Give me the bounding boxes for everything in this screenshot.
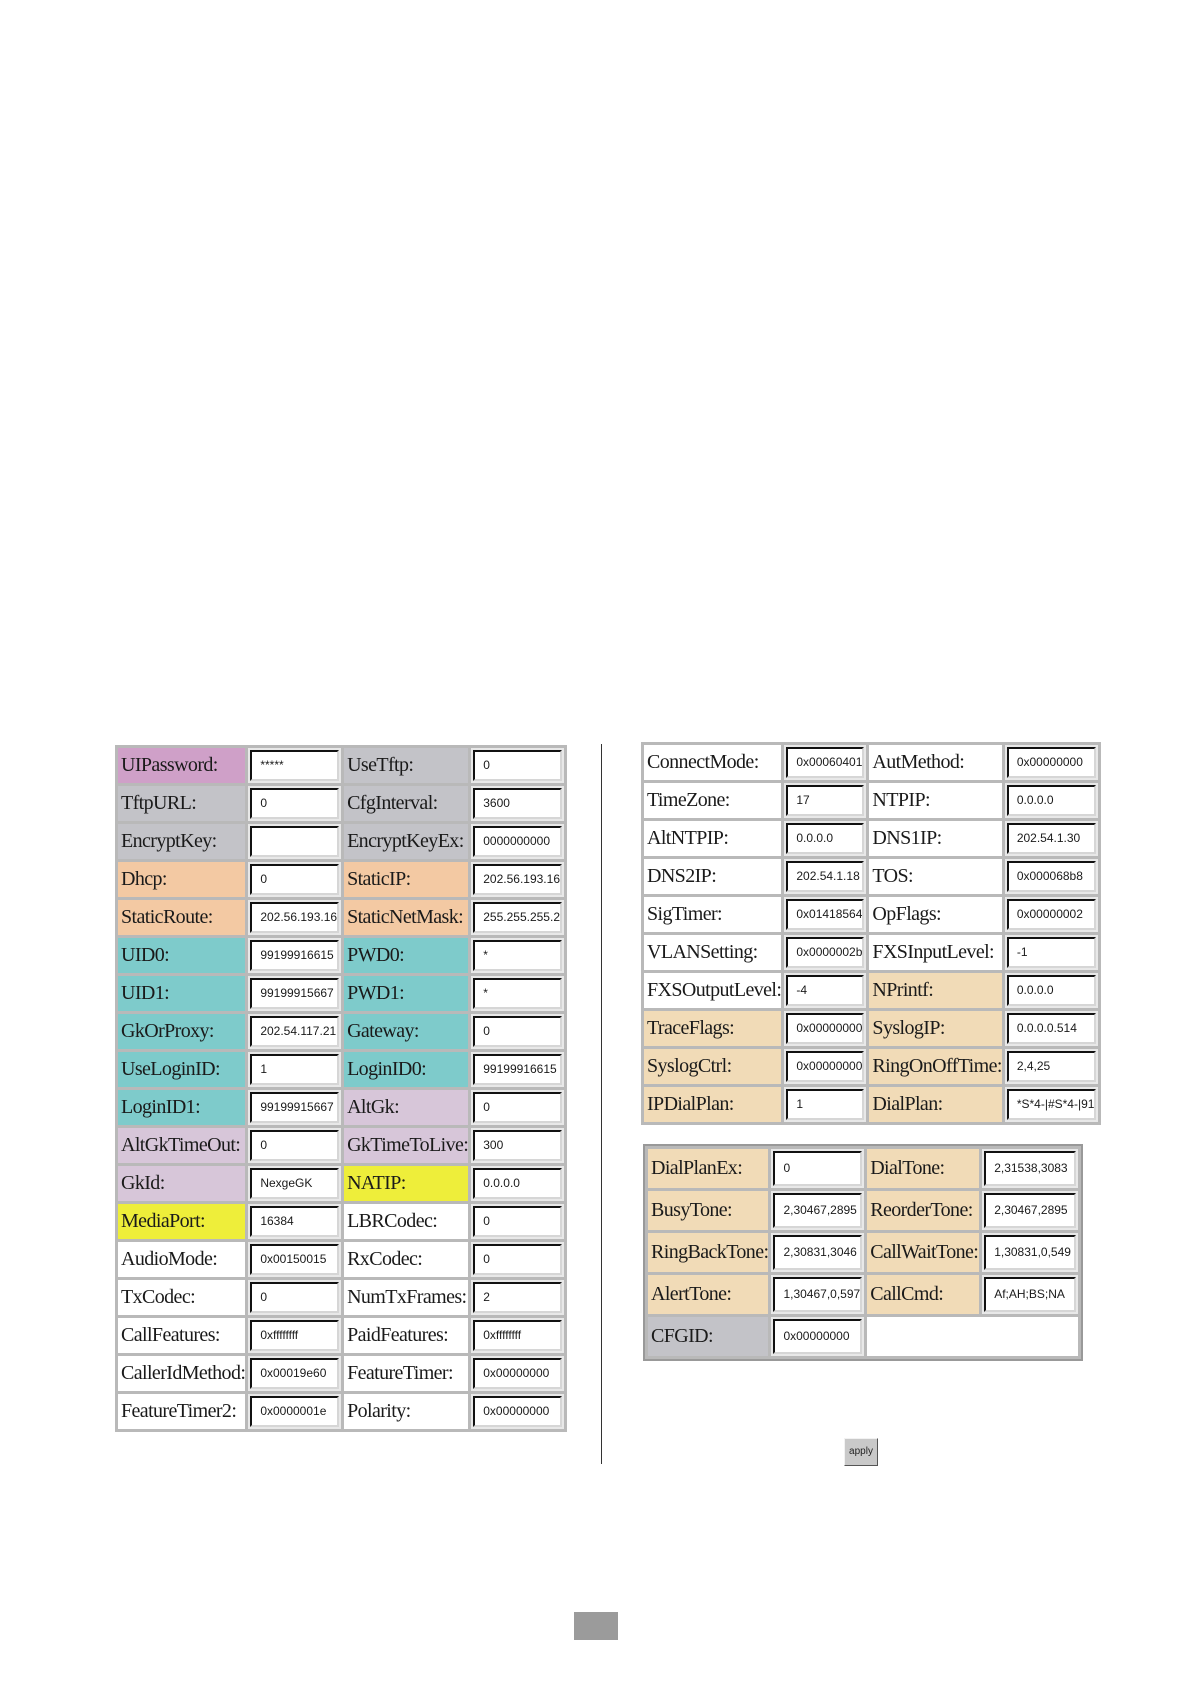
cfg-interval-label: CfgInterval:	[344, 786, 468, 821]
caller-id-method-cell	[248, 1356, 341, 1391]
syslog-ctrl-input[interactable]: 0x00000000	[786, 1051, 864, 1082]
dial-tone-input[interactable]: 2,31538,3083	[984, 1151, 1076, 1186]
uid1-cell	[248, 976, 341, 1011]
login-id1-label: LoginID1:	[118, 1090, 245, 1125]
lbrcodec-label: LBRCodec:	[344, 1204, 468, 1239]
alt-ntpip-input[interactable]: 0.0.0.0	[786, 823, 864, 854]
syslog-ctrl-cell	[784, 1049, 866, 1084]
use-login-id-label: UseLoginID:	[118, 1052, 245, 1087]
alt-gk-time-out-input[interactable]: 0	[250, 1130, 339, 1161]
syslog-ip-cell	[1005, 1011, 1099, 1046]
gk-id-input[interactable]: NexgeGK	[250, 1168, 339, 1199]
static-route-label: StaticRoute:	[118, 900, 245, 935]
cfg-interval-input[interactable]: 3600	[473, 788, 562, 819]
media-port-cell	[248, 1204, 341, 1239]
ipdial-plan-cell	[784, 1087, 866, 1122]
reorder-tone-input[interactable]: 2,30467,2895	[984, 1193, 1076, 1228]
alert-tone-label: AlertTone:	[648, 1275, 768, 1314]
static-net-mask-cell	[471, 900, 564, 935]
config-table-right-bottom	[643, 1144, 1083, 1361]
pwd1-input[interactable]: *	[473, 978, 562, 1009]
call-features-input[interactable]: 0xffffffff	[250, 1320, 339, 1351]
gk-or-proxy-cell	[248, 1014, 341, 1049]
feature-timer2-input[interactable]: 0x0000001e	[250, 1396, 339, 1427]
gk-time-to-live-input[interactable]: 300	[473, 1130, 562, 1161]
config-row	[118, 862, 564, 897]
encrypt-key-ex-input[interactable]: 0000000000	[473, 826, 562, 857]
call-cmd-cell	[982, 1275, 1078, 1314]
config-row	[118, 1204, 564, 1239]
ipdial-plan-label: IPDialPlan:	[644, 1087, 781, 1122]
audio-mode-input[interactable]: 0x00150015	[250, 1244, 339, 1275]
pwd1-cell	[471, 976, 564, 1011]
alert-tone-cell	[771, 1275, 864, 1314]
dial-plan-ex-input[interactable]: 0	[773, 1151, 862, 1186]
uipassword-input[interactable]: *****	[250, 750, 339, 781]
use-login-id-input[interactable]: 1	[250, 1054, 339, 1085]
dhcp-input[interactable]: 0	[250, 864, 339, 895]
call-cmd-input[interactable]: Af;AH;BS;NA	[984, 1277, 1076, 1312]
cfgid-label: CFGID:	[648, 1317, 768, 1356]
config-row	[118, 748, 564, 783]
empty-cell	[867, 1317, 1078, 1356]
call-wait-tone-label: CallWaitTone:	[867, 1233, 979, 1272]
pwd0-input[interactable]: *	[473, 940, 562, 971]
audio-mode-cell	[248, 1242, 341, 1277]
tftp-url-input[interactable]: 0	[250, 788, 339, 819]
feature-timer-label: FeatureTimer:	[344, 1356, 468, 1391]
vlansetting-cell	[784, 935, 866, 970]
config-row	[644, 1049, 1098, 1084]
dns1-ip-input[interactable]: 202.54.1.30	[1007, 823, 1097, 854]
use-tftp-cell	[471, 748, 564, 783]
time-zone-input[interactable]: 17	[786, 785, 864, 816]
dhcp-label: Dhcp:	[118, 862, 245, 897]
fxsoutput-level-label: FXSOutputLevel:	[644, 973, 781, 1008]
ntpip-cell	[1005, 783, 1099, 818]
num-tx-frames-label: NumTxFrames:	[344, 1280, 468, 1315]
call-wait-tone-cell	[982, 1233, 1078, 1272]
dns1-ip-label: DNS1IP:	[869, 821, 1001, 856]
encrypt-key-ex-cell	[471, 824, 564, 859]
fxsoutput-level-input[interactable]: -4	[786, 975, 864, 1006]
sig-timer-cell	[784, 897, 866, 932]
media-port-input[interactable]: 16384	[250, 1206, 339, 1237]
feature-timer-cell	[471, 1356, 564, 1391]
feature-timer2-cell	[248, 1394, 341, 1429]
cfgid-cell	[771, 1317, 864, 1356]
time-zone-cell	[784, 783, 866, 818]
alt-gk-label: AltGk:	[344, 1090, 468, 1125]
lbrcodec-input[interactable]: 0	[473, 1206, 562, 1237]
login-id1-input[interactable]: 99199915667	[250, 1092, 339, 1123]
trace-flags-label: TraceFlags:	[644, 1011, 781, 1046]
encrypt-key-input[interactable]	[250, 826, 339, 857]
dial-plan-cell	[1005, 1087, 1099, 1122]
tx-codec-input[interactable]: 0	[250, 1282, 339, 1313]
dial-tone-label: DialTone:	[867, 1149, 979, 1188]
caller-id-method-input[interactable]: 0x00019e60	[250, 1358, 339, 1389]
alt-ntpip-label: AltNTPIP:	[644, 821, 781, 856]
config-row	[118, 1280, 564, 1315]
uipassword-cell	[248, 748, 341, 783]
polarity-label: Polarity:	[344, 1394, 468, 1429]
config-row	[118, 1394, 564, 1429]
cfgid-input[interactable]: 0x00000000	[773, 1319, 862, 1354]
gk-time-to-live-label: GkTimeToLive:	[344, 1128, 468, 1163]
ntpip-input[interactable]: 0.0.0.0	[1007, 785, 1097, 816]
audio-mode-label: AudioMode:	[118, 1242, 245, 1277]
config-row	[644, 973, 1098, 1008]
config-row	[644, 935, 1098, 970]
encrypt-key-cell	[248, 824, 341, 859]
config-row	[118, 938, 564, 973]
uid0-cell	[248, 938, 341, 973]
dns2-ip-cell	[784, 859, 866, 894]
natip-input[interactable]: 0.0.0.0	[473, 1168, 562, 1199]
fxsoutput-level-cell	[784, 973, 866, 1008]
config-row	[118, 824, 564, 859]
uid0-input[interactable]: 99199916615	[250, 940, 339, 971]
dns2-ip-input[interactable]: 202.54.1.18	[786, 861, 864, 892]
apply-button[interactable]: apply	[844, 1438, 878, 1466]
encrypt-key-label: EncryptKey:	[118, 824, 245, 859]
aut-method-input[interactable]: 0x00000000	[1007, 747, 1097, 778]
column-divider	[601, 744, 602, 1464]
nprintf-input[interactable]: 0.0.0.0	[1007, 975, 1097, 1006]
uid0-label: UID0:	[118, 938, 245, 973]
ring-back-tone-input[interactable]: 2,30831,3046	[773, 1235, 862, 1270]
fxsinput-level-input[interactable]: -1	[1007, 937, 1097, 968]
config-row	[118, 1052, 564, 1087]
config-row	[118, 1242, 564, 1277]
polarity-input[interactable]: 0x00000000	[473, 1396, 562, 1427]
dial-plan-ex-label: DialPlanEx:	[648, 1149, 768, 1188]
static-ip-cell	[471, 862, 564, 897]
login-id0-input[interactable]: 99199916615	[473, 1054, 562, 1085]
vlansetting-input[interactable]: 0x0000002b	[786, 937, 864, 968]
gateway-label: Gateway:	[344, 1014, 468, 1049]
pwd1-label: PWD1:	[344, 976, 468, 1011]
config-table-right-top	[641, 742, 1101, 1125]
config-row	[644, 821, 1098, 856]
static-net-mask-label: StaticNetMask:	[344, 900, 468, 935]
lbrcodec-cell	[471, 1204, 564, 1239]
uipassword-label: UIPassword:	[118, 748, 245, 783]
gateway-cell	[471, 1014, 564, 1049]
caller-id-method-label: CallerIdMethod:	[118, 1356, 245, 1391]
config-row	[648, 1233, 1078, 1272]
alert-tone-input[interactable]: 1,30467,0,597	[773, 1277, 862, 1312]
natip-cell	[471, 1166, 564, 1201]
syslog-ip-input[interactable]: 0.0.0.0.514	[1007, 1013, 1097, 1044]
ipdial-plan-input[interactable]: 1	[786, 1089, 864, 1120]
dns2-ip-label: DNS2IP:	[644, 859, 781, 894]
static-ip-label: StaticIP:	[344, 862, 468, 897]
ring-on-off-time-input[interactable]: 2,4,25	[1007, 1051, 1097, 1082]
busy-tone-cell	[771, 1191, 864, 1230]
num-tx-frames-cell	[471, 1280, 564, 1315]
encrypt-key-ex-label: EncryptKeyEx:	[344, 824, 468, 859]
dial-plan-label: DialPlan:	[869, 1087, 1001, 1122]
config-row	[644, 783, 1098, 818]
login-id0-cell	[471, 1052, 564, 1087]
tx-codec-label: TxCodec:	[118, 1280, 245, 1315]
use-tftp-input[interactable]: 0	[473, 750, 562, 781]
uid1-label: UID1:	[118, 976, 245, 1011]
call-features-cell	[248, 1318, 341, 1353]
rx-codec-label: RxCodec:	[344, 1242, 468, 1277]
polarity-cell	[471, 1394, 564, 1429]
login-id0-label: LoginID0:	[344, 1052, 468, 1087]
call-wait-tone-input[interactable]: 1,30831,0,549	[984, 1235, 1076, 1270]
ring-on-off-time-cell	[1005, 1049, 1099, 1084]
config-row	[118, 1014, 564, 1049]
rx-codec-cell	[471, 1242, 564, 1277]
op-flags-label: OpFlags:	[869, 897, 1001, 932]
alt-gk-cell	[471, 1090, 564, 1125]
config-row	[644, 1011, 1098, 1046]
ring-back-tone-cell	[771, 1233, 864, 1272]
ring-back-tone-label: RingBackTone:	[648, 1233, 768, 1272]
syslog-ip-label: SyslogIP:	[869, 1011, 1001, 1046]
use-tftp-label: UseTftp:	[344, 748, 468, 783]
fxsinput-level-cell	[1005, 935, 1099, 970]
gateway-input[interactable]: 0	[473, 1016, 562, 1047]
syslog-ctrl-label: SyslogCtrl:	[644, 1049, 781, 1084]
aut-method-cell	[1005, 745, 1099, 780]
page-number-marker	[574, 1612, 618, 1640]
reorder-tone-cell	[982, 1191, 1078, 1230]
trace-flags-cell	[784, 1011, 866, 1046]
static-route-input[interactable]: 202.56.193.16	[250, 902, 339, 933]
gk-time-to-live-cell	[471, 1128, 564, 1163]
tos-cell	[1005, 859, 1099, 894]
pwd0-cell	[471, 938, 564, 973]
op-flags-cell	[1005, 897, 1099, 932]
alt-gk-input[interactable]: 0	[473, 1092, 562, 1123]
config-row	[644, 897, 1098, 932]
gk-id-cell	[248, 1166, 341, 1201]
dial-plan-input[interactable]: *S*4-|#S*4-|91	[1007, 1089, 1097, 1120]
natip-label: NATIP:	[344, 1166, 468, 1201]
dns1-ip-cell	[1005, 821, 1099, 856]
sig-timer-input[interactable]: 0x01418564	[786, 899, 864, 930]
config-row	[118, 786, 564, 821]
config-row	[648, 1149, 1078, 1188]
use-login-id-cell	[248, 1052, 341, 1087]
connect-mode-cell	[784, 745, 866, 780]
config-row	[118, 1128, 564, 1163]
config-row	[648, 1191, 1078, 1230]
nprintf-cell	[1005, 973, 1099, 1008]
alt-ntpip-cell	[784, 821, 866, 856]
config-row	[118, 1318, 564, 1353]
media-port-label: MediaPort:	[118, 1204, 245, 1239]
aut-method-label: AutMethod:	[869, 745, 1001, 780]
config-row	[118, 1356, 564, 1391]
feature-timer2-label: FeatureTimer2:	[118, 1394, 245, 1429]
config-row	[118, 1166, 564, 1201]
rx-codec-input[interactable]: 0	[473, 1244, 562, 1275]
config-row	[118, 900, 564, 935]
paid-features-label: PaidFeatures:	[344, 1318, 468, 1353]
pwd0-label: PWD0:	[344, 938, 468, 973]
vlansetting-label: VLANSetting:	[644, 935, 781, 970]
cfg-interval-cell	[471, 786, 564, 821]
reorder-tone-label: ReorderTone:	[867, 1191, 979, 1230]
tftp-url-cell	[248, 786, 341, 821]
login-id1-cell	[248, 1090, 341, 1125]
trace-flags-input[interactable]: 0x00000000	[786, 1013, 864, 1044]
tftp-url-label: TftpURL:	[118, 786, 245, 821]
config-row	[648, 1317, 1078, 1356]
connect-mode-input[interactable]: 0x00060401	[786, 747, 864, 778]
config-row	[118, 976, 564, 1011]
op-flags-input[interactable]: 0x00000002	[1007, 899, 1097, 930]
busy-tone-input[interactable]: 2,30467,2895	[773, 1193, 862, 1228]
tx-codec-cell	[248, 1280, 341, 1315]
alt-gk-time-out-label: AltGkTimeOut:	[118, 1128, 245, 1163]
gk-id-label: GkId:	[118, 1166, 245, 1201]
connect-mode-label: ConnectMode:	[644, 745, 781, 780]
static-ip-input[interactable]: 202.56.193.16	[473, 864, 562, 895]
static-net-mask-input[interactable]: 255.255.255.2	[473, 902, 562, 933]
static-route-cell	[248, 900, 341, 935]
busy-tone-label: BusyTone:	[648, 1191, 768, 1230]
config-table-left	[115, 745, 567, 1432]
call-cmd-label: CallCmd:	[867, 1275, 979, 1314]
alt-gk-time-out-cell	[248, 1128, 341, 1163]
ntpip-label: NTPIP:	[869, 783, 1001, 818]
tos-label: TOS:	[869, 859, 1001, 894]
config-row	[648, 1275, 1078, 1314]
fxsinput-level-label: FXSInputLevel:	[869, 935, 1001, 970]
feature-timer-input[interactable]: 0x00000000	[473, 1358, 562, 1389]
sig-timer-label: SigTimer:	[644, 897, 781, 932]
call-features-label: CallFeatures:	[118, 1318, 245, 1353]
gk-or-proxy-input[interactable]: 202.54.117.21	[250, 1016, 339, 1047]
dhcp-cell	[248, 862, 341, 897]
num-tx-frames-input[interactable]: 2	[473, 1282, 562, 1313]
ring-on-off-time-label: RingOnOffTime:	[869, 1049, 1001, 1084]
uid1-input[interactable]: 99199915667	[250, 978, 339, 1009]
dial-tone-cell	[982, 1149, 1078, 1188]
config-row	[644, 1087, 1098, 1122]
config-row	[644, 859, 1098, 894]
dial-plan-ex-cell	[771, 1149, 864, 1188]
time-zone-label: TimeZone:	[644, 783, 781, 818]
nprintf-label: NPrintf:	[869, 973, 1001, 1008]
config-row	[118, 1090, 564, 1125]
paid-features-cell	[471, 1318, 564, 1353]
config-row	[644, 745, 1098, 780]
tos-input[interactable]: 0x000068b8	[1007, 861, 1097, 892]
paid-features-input[interactable]: 0xffffffff	[473, 1320, 562, 1351]
gk-or-proxy-label: GkOrProxy:	[118, 1014, 245, 1049]
